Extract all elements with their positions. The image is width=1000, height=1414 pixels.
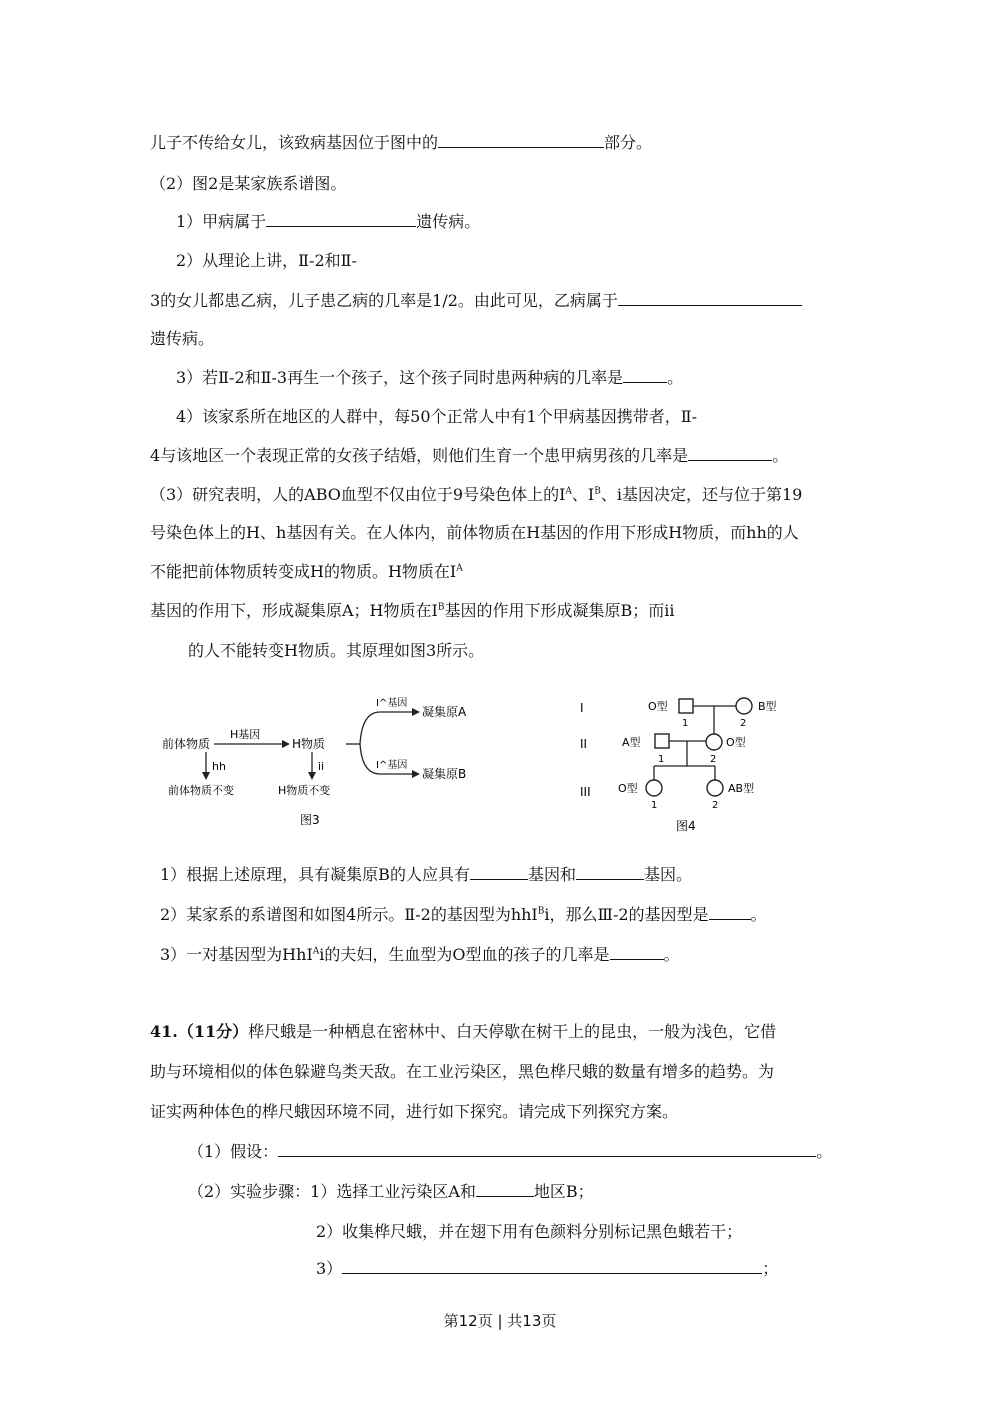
text: 第 [443,1312,459,1330]
text-line [160,944,680,966]
text-line [176,367,683,389]
text-line [150,561,463,583]
i2-number: 2 [740,718,747,729]
answer-blank [278,1142,816,1157]
female-circle [707,780,723,796]
figure-4-pedigree [572,688,802,838]
text-line [150,484,802,506]
question-number: 41.（11分） [150,1022,249,1041]
text: 桦尺蛾是一种栖息在密林中、白天停歇在树干上的昆虫，一般为浅色，它借 [248,1022,777,1041]
text-line [188,1141,832,1163]
text-line [150,600,674,622]
female-circle [646,780,662,796]
text-line [150,132,652,154]
page-footer [0,1310,1000,1331]
male-square [655,734,669,748]
arrow-head [412,708,420,716]
answer-blank [709,905,751,920]
text-line: 2）收集桦尺蛾，并在翅下用有色颜料分别标记黑色蛾若干； [316,1222,743,1241]
branch-upper [360,712,412,744]
text-line: 4）该家系所在地区的人群中，每50个正常人中有1个甲病基因携带者，Ⅱ- [176,407,698,426]
arrow-head [202,772,210,780]
answer-blank [476,1182,534,1197]
text: 页 [541,1312,557,1330]
text: 。 [667,368,684,387]
text: 基因的作用下形成凝集原B；而ii [444,601,675,620]
text-line [150,445,788,467]
text: 、i基因决定，还与位于第19 [600,485,803,504]
ii2-type: O型 [726,736,746,749]
ib-gene-label: I^基因 [376,760,408,771]
answer-blank [618,291,802,306]
text: 。 [663,945,680,964]
answer-blank [610,945,664,960]
text: 基因的作用下，形成凝集原A；H物质在I [150,601,438,620]
text: 不能把前体物质转变成H的物质。H物质在I [150,562,457,581]
i1-number: 1 [682,718,689,729]
h-gene-label: H基因 [230,728,261,741]
precursor-label: 前体物质 [162,737,211,751]
superscript: A [312,946,320,957]
text: 页 | 共 [477,1312,523,1330]
figure-3-diagram [150,680,520,830]
text: 2）某家系的系谱图和如图4所示。Ⅱ-2的基因型为hhI [160,905,538,924]
text: 部分。 [604,133,653,152]
agglutinogen-b-label: 凝集原B [422,767,467,781]
answer-blank [266,212,416,227]
i1-type: O型 [648,700,668,713]
text: 基因和 [527,865,576,884]
text: （2）实验步骤：1）选择工业污染区A和 [188,1182,476,1201]
text: 3） [316,1259,343,1278]
text: 3）若Ⅱ-2和Ⅱ-3再生一个孩子，这个孩子同时患两种病的几率是 [176,368,624,387]
arrow-head [412,770,420,778]
text: 3的女儿都患乙病，儿子患乙病的几率是1/2。由此可见，乙病属于 [150,291,618,310]
hh-label: hh [212,760,226,773]
text: （3）研究表明，人的ABO血型不仅由位于9号染色体上的I [150,485,566,504]
text-line [150,1021,776,1043]
text-line: 证实两种体色的桦尺蛾因环境不同，进行如下探究。请完成下列探究方案。 [150,1102,679,1121]
text: i，那么Ⅲ-2的基因型是 [544,905,709,924]
agglutinogen-a-label: 凝集原A [422,705,467,719]
text-line [188,1181,594,1203]
text-line: 号染色体上的H、h基因有关。在人体内，前体物质在H基因的作用下形成H物质，而hh的人 [150,523,799,542]
text: 基因。 [643,865,692,884]
superscript: B [537,906,545,917]
superscript: B [594,486,601,497]
text: 1）根据上述原理，具有凝集原B的人应具有 [160,865,470,884]
text: 儿子不传给女儿，该致病基因位于图中的 [150,133,439,152]
text: （1）假设： [188,1142,279,1161]
iii1-number: 1 [651,800,658,811]
h-substance-label: H物质 [292,737,326,751]
answer-blank [576,865,644,880]
text: 3）一对基因型为HhI [160,945,313,964]
text: 。 [772,446,789,465]
ia-gene-label: I^基因 [376,698,408,709]
h-unchanged-label: H物质不变 [278,784,331,797]
female-circle [706,734,722,750]
iii2-number: 2 [712,800,719,811]
text-line [150,290,802,312]
text: 。 [750,905,767,924]
figure-4-caption: 图4 [676,819,696,833]
answer-blank [342,1259,762,1274]
text-line: 2）从理论上讲，Ⅱ-2和Ⅱ- [176,251,357,270]
answer-blank [688,446,772,461]
precursor-unchanged-label: 前体物质不变 [168,784,234,797]
text-line [316,1258,778,1280]
answer-blank [623,368,667,383]
female-circle [736,698,752,714]
generation-ii-label: II [580,737,588,751]
text-line: 助与环境相似的体色躲避鸟类天敌。在工业污染区，黑色桦尺蛾的数量有增多的趋势。为 [150,1062,775,1081]
figure-3-caption: 图3 [300,813,320,827]
answer-blank [470,865,528,880]
answer-blank [438,133,604,148]
generation-iii-label: III [580,785,591,799]
arrow-head [308,772,316,780]
iii2-type: AB型 [728,782,755,795]
text-line [160,904,767,926]
text-line: 遗传病。 [150,329,215,348]
ii2-number: 2 [710,754,717,765]
text: ； [762,1259,779,1278]
ii1-type: A型 [622,736,641,749]
arrow-head [282,740,290,748]
text: 遗传病。 [416,212,481,231]
text: 地区B； [533,1182,594,1201]
superscript: B [437,602,445,613]
text: 。 [816,1142,833,1161]
text: 、I [571,485,595,504]
text: 4与该地区一个表现正常的女孩子结婚，则他们生育一个患甲病男孩的几率是 [150,446,689,465]
text: 1）甲病属于 [176,212,267,231]
ii-label: ii [318,760,325,773]
subquestion-heading: （2）图2是某家族系谱图。 [150,174,347,193]
page-total: 13 [522,1312,542,1330]
text-line: 的人不能转变H物质。其原理如图3所示。 [188,641,485,660]
generation-i-label: I [580,701,584,715]
text: i的夫妇，生血型为O型血的孩子的几率是 [319,945,610,964]
i2-type: B型 [758,700,777,713]
iii1-type: O型 [618,782,638,795]
text-line [176,211,480,233]
ii1-number: 1 [658,754,665,765]
superscript: A [565,486,572,497]
text-line [160,864,692,886]
male-square [679,699,693,713]
superscript: A [456,563,463,574]
page-number: 12 [458,1312,478,1330]
